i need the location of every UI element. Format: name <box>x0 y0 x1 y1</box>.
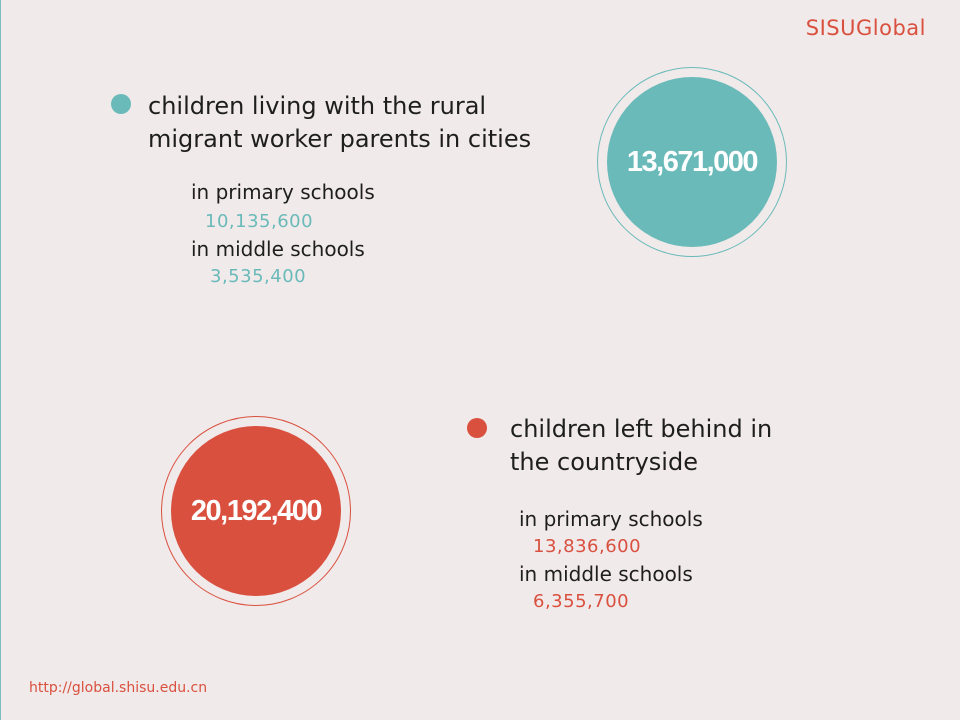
left-behind-headline-line2: the countryside <box>510 448 698 476</box>
red-bullet-icon <box>467 418 487 438</box>
migrant-primary-value: 10,135,600 <box>205 211 314 232</box>
brand-logo <box>806 16 926 40</box>
left-behind-headline <box>510 413 772 479</box>
brand-logo-part1: SISU <box>805 16 856 40</box>
left-behind-headline-line1: children left behind in <box>510 415 773 443</box>
migrant-headline-line2: migrant worker parents in cities <box>148 125 532 153</box>
left-behind-primary-label: in primary schools <box>519 507 703 531</box>
left-behind-middle-label: in middle schools <box>519 562 693 586</box>
footer-url-link[interactable]: http://global.shisu.edu.cn <box>29 680 208 696</box>
left-behind-total-circle <box>171 426 341 596</box>
migrant-total-value: 13,671,000 <box>626 145 758 178</box>
migrant-headline <box>148 90 531 156</box>
teal-bullet-icon <box>111 94 131 114</box>
left-behind-primary-value: 13,836,600 <box>533 536 642 557</box>
migrant-total-circle <box>607 77 777 247</box>
migrant-primary-label: in primary schools <box>191 180 375 204</box>
brand-logo-part2: Global <box>856 16 926 40</box>
left-behind-total-value: 20,192,400 <box>190 494 322 527</box>
migrant-headline-line1: children living with the rural <box>148 92 487 120</box>
migrant-middle-label: in middle schools <box>191 237 365 261</box>
migrant-middle-value: 3,535,400 <box>210 266 307 287</box>
left-behind-middle-value: 6,355,700 <box>533 591 630 612</box>
